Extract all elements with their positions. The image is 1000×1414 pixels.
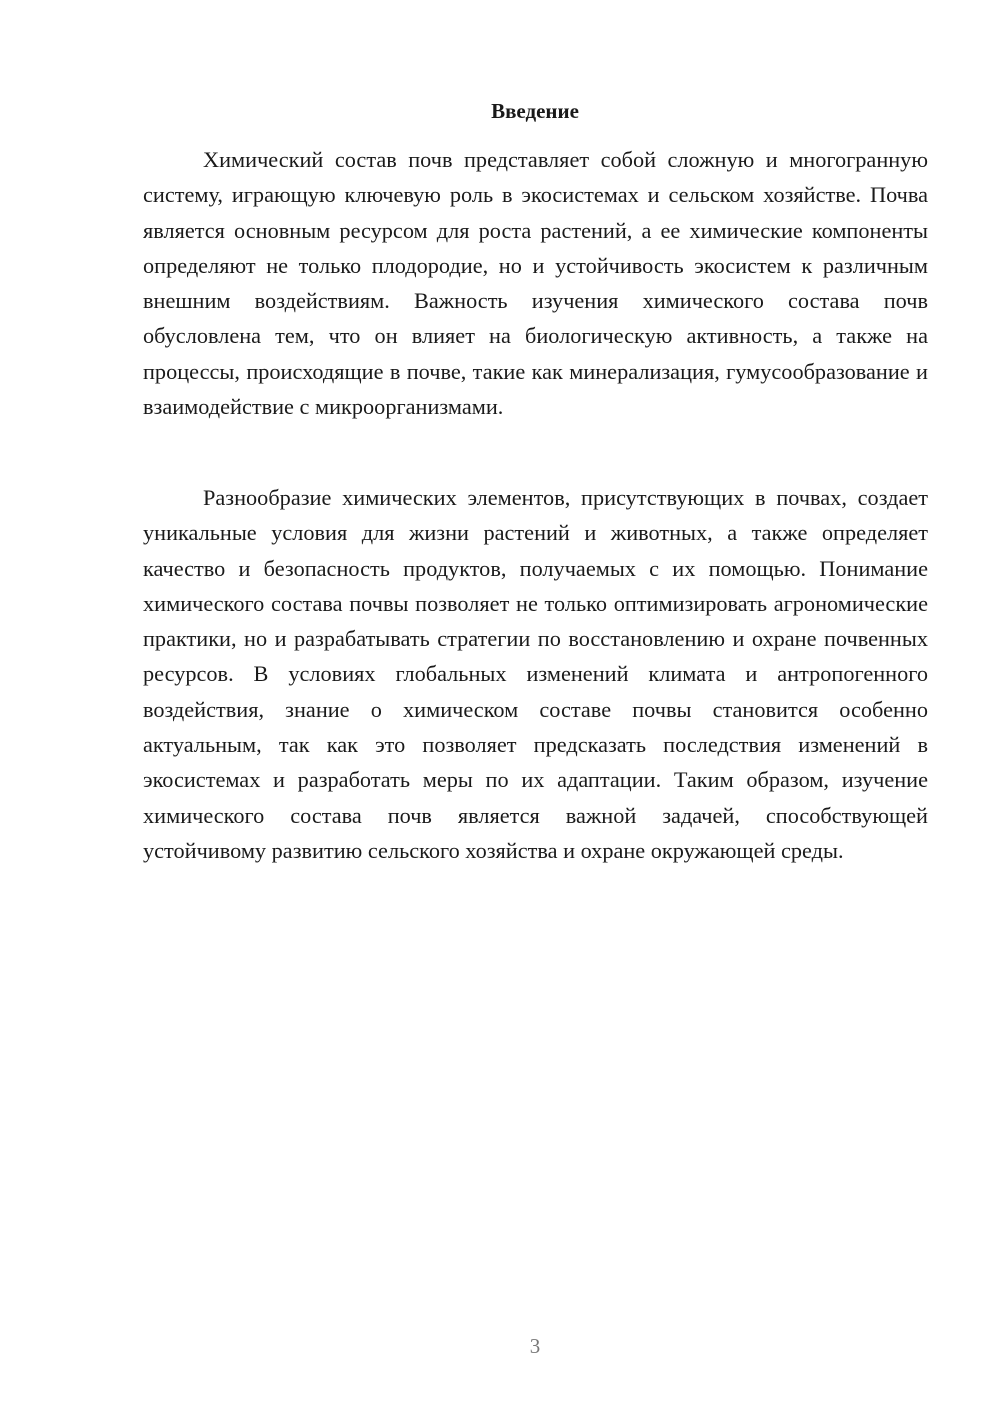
- page-number: 3: [529, 1334, 541, 1358]
- paragraph-1: Химический состав почв представляет собой сложную и многогранную систему, играющую ключевую роль в экосистемах и сельском хозяйстве. Почва является основным ресурсом для роста растений, а ее химические компоненты определяют не только плодородие, но и устойчивость экосистем к различным внешним воздействиям. Важность изучения химического состава почв обусловлена тем, что он влияет на биологическую активность, а также на процессы, происходящие в почве, такие как минерализация, гумусообразование и взаимодействие с микроорганизмами.: [143, 147, 928, 420]
- section-heading: Введение: [491, 99, 579, 123]
- paragraph-2: Разнообразие химических элементов, присутствующих в почвах, создает уникальные условия для жизни растений и животных, а также определяет качество и безопасность продуктов, получаемых с их помощью. Понимание химического состава почвы позволяет не только оптимизировать агрономические практики, но и разрабатывать стратегии по восстановлению и охране почвенных ресурсов. В условиях глобальных изменений климата и антропогенного воздействия, знание о химическом составе почвы становится особенно актуальным, так как это позволяет предсказать последствия изменений в экосистемах и разработать меры по их адаптации. Таким образом, изучение химического состава почв является важной задачей, способствующей устойчивому развитию сельского хозяйства и охране окружающей среды.: [143, 485, 928, 863]
